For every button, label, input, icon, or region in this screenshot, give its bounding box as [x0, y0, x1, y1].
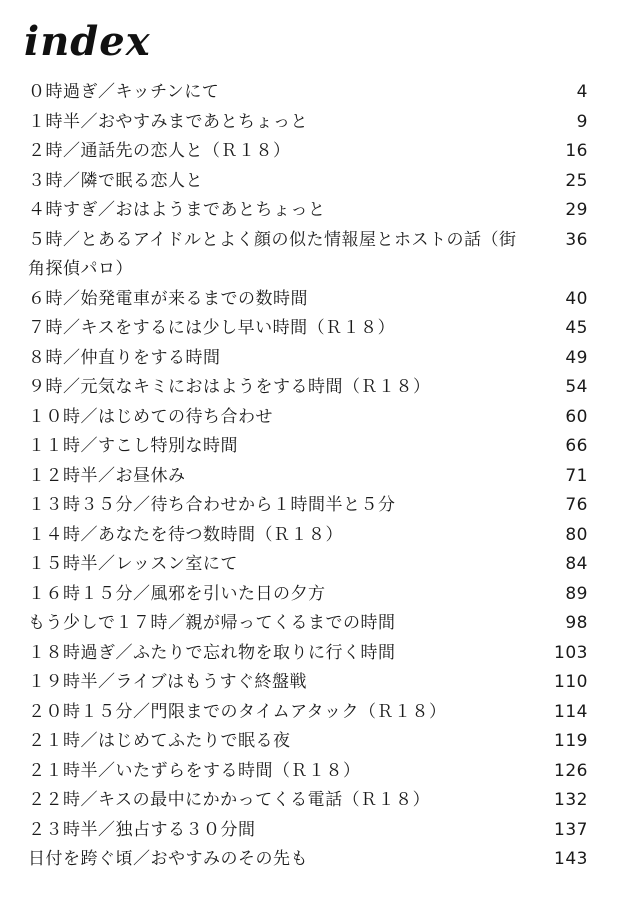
table-of-contents [28, 78, 594, 875]
toc-entry-page-number: 103 [554, 642, 588, 663]
toc-entry-page-number: 80 [565, 524, 588, 545]
toc-entry-title: １４時／あなたを待つ数時間（Ｒ１８） [28, 524, 343, 545]
toc-entry-page-number: 66 [565, 436, 588, 456]
toc-entry-title: ２３時半／独占する３０分間 [28, 819, 256, 840]
toc-entry-title: １９時半／ライブはもうすぐ終盤戦 [28, 672, 307, 692]
toc-entry-page-number: 54 [565, 377, 588, 397]
toc-entry-page-number: 45 [565, 318, 588, 338]
toc-entry [28, 137, 594, 167]
toc-entry-title: 日付を跨ぐ頃／おやすみのその先も [28, 849, 308, 869]
toc-entry [28, 816, 594, 846]
toc-entry-title: ２時／通話先の恋人と（Ｒ１８） [28, 141, 291, 161]
toc-entry [28, 698, 594, 728]
toc-entry-title: ２２時／キスの最中にかかってくる電話（Ｒ１８） [28, 790, 431, 810]
toc-entry-title: １３時３５分／待ち合わせから１時間半と５分 [28, 495, 396, 515]
toc-entry [28, 78, 594, 108]
toc-entry [28, 403, 594, 433]
toc-entry [28, 285, 594, 315]
toc-entry [28, 668, 594, 698]
toc-entry [28, 727, 594, 757]
toc-entry [28, 432, 594, 462]
toc-entry [28, 845, 594, 875]
toc-entry [28, 226, 594, 285]
toc-entry-title: ３時／隣で眠る恋人と [28, 170, 203, 191]
toc-entry-page-number: 137 [554, 819, 588, 840]
toc-entry [28, 344, 594, 374]
toc-entry-page-number: 110 [554, 672, 588, 692]
toc-entry [28, 609, 594, 639]
toc-entry-page-number: 71 [565, 465, 588, 486]
toc-entry [28, 786, 594, 816]
toc-entry-title: ２０時１５分／門限までのタイムアタック（Ｒ１８） [28, 701, 447, 722]
toc-entry-page-number: 40 [565, 288, 588, 309]
index-heading: index [24, 18, 151, 65]
toc-entry-page-number: 126 [554, 760, 588, 781]
toc-entry-title: ２１時半／いたずらをする時間（Ｒ１８） [28, 760, 361, 781]
toc-entry-page-number: 36 [565, 229, 588, 250]
toc-entry-page-number: 114 [554, 701, 588, 722]
toc-entry-title: １５時半／レッスン室にて [28, 554, 238, 574]
toc-entry-title: ０時過ぎ／キッチンにて [28, 82, 220, 102]
toc-entry-page-number: 16 [565, 141, 588, 161]
toc-entry [28, 521, 594, 551]
toc-entry-page-number: 89 [565, 583, 588, 604]
toc-entry-title: もう少しで１７時／親が帰ってくるまでの時間 [28, 613, 396, 633]
toc-entry-page-number: 84 [565, 554, 588, 574]
toc-entry [28, 108, 594, 138]
toc-entry-page-number: 25 [565, 170, 588, 191]
toc-entry [28, 757, 594, 787]
toc-entry-page-number: 98 [565, 613, 588, 633]
toc-entry [28, 196, 594, 226]
toc-entry [28, 491, 594, 521]
toc-entry-page-number: 60 [565, 406, 588, 427]
toc-entry [28, 639, 594, 669]
toc-entry [28, 314, 594, 344]
toc-entry-page-number: 29 [565, 200, 588, 220]
toc-entry-title: １８時過ぎ／ふたりで忘れ物を取りに行く時間 [28, 642, 396, 663]
toc-entry-title: ７時／キスをするには少し早い時間（Ｒ１８） [28, 318, 396, 338]
toc-entry [28, 167, 594, 197]
toc-entry-title: １２時半／お昼休み [28, 465, 186, 486]
toc-entry-title: １時半／おやすみまであとちょっと [28, 111, 308, 132]
toc-entry-title: ９時／元気なキミにおはようをする時間（Ｒ１８） [28, 377, 431, 397]
toc-entry [28, 373, 594, 403]
toc-entry [28, 580, 594, 610]
toc-entry-page-number: 9 [576, 111, 588, 132]
toc-entry-page-number: 49 [565, 347, 588, 368]
toc-entry-title: １１時／すこし特別な時間 [28, 436, 238, 456]
toc-entry-page-number: 132 [554, 790, 588, 810]
toc-entry-title: ６時／始発電車が来るまでの数時間 [28, 288, 308, 309]
toc-entry-title: ４時すぎ／おはようまであとちょっと [28, 200, 326, 220]
toc-entry-title: １０時／はじめての待ち合わせ [28, 406, 273, 427]
toc-entry-title: ５時／とあるアイドルとよく顔の似た情報屋とホストの話（街角探偵パロ） [28, 229, 517, 279]
toc-entry-page-number: 76 [565, 495, 588, 515]
toc-entry-title: １６時１５分／風邪を引いた日の夕方 [28, 583, 326, 604]
toc-entry-page-number: 143 [554, 849, 588, 869]
toc-entry [28, 462, 594, 492]
toc-entry-page-number: 4 [576, 82, 588, 102]
toc-entry [28, 550, 594, 580]
toc-entry-title: ８時／仲直りをする時間 [28, 347, 221, 368]
toc-entry-title: ２１時／はじめてふたりで眠る夜 [28, 731, 291, 751]
toc-entry-page-number: 119 [554, 731, 588, 751]
